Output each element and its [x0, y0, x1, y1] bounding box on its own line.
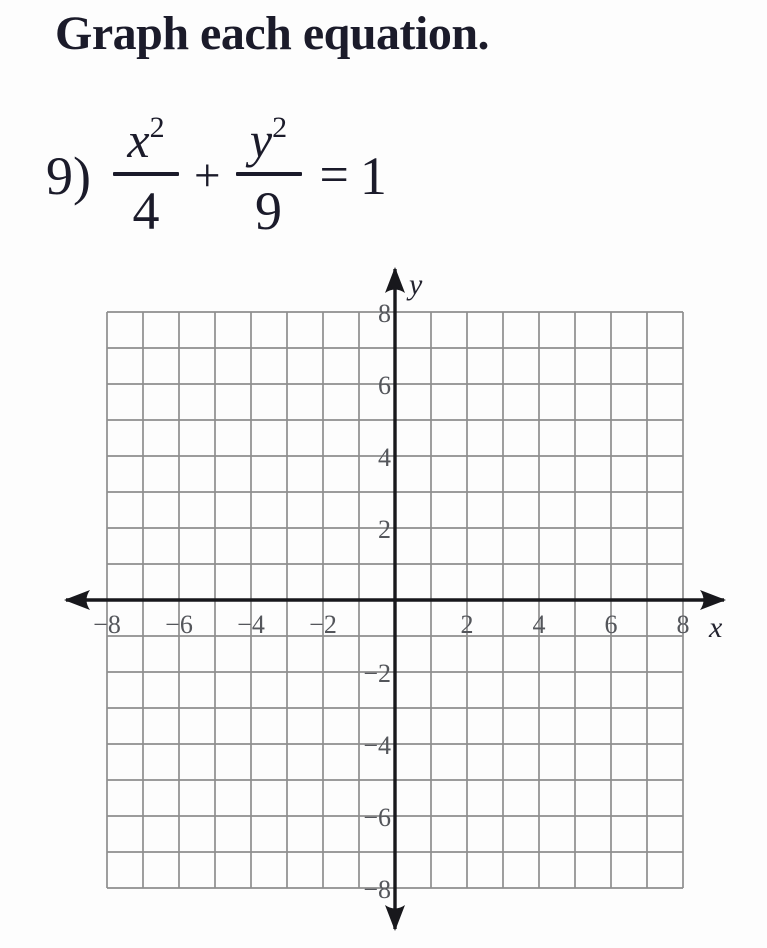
x-tick-label: −4 — [237, 610, 265, 639]
axes — [66, 269, 724, 929]
y-axis-letter: y — [409, 268, 423, 301]
problem-number: 9) — [46, 146, 91, 206]
axis-letters — [406, 268, 723, 644]
equation-right-side: 1 — [359, 146, 387, 206]
exponent: 2 — [149, 110, 165, 144]
y-tick-label: 2 — [378, 515, 391, 544]
y-tick-label: 8 — [378, 299, 391, 328]
grid-lines — [107, 312, 683, 888]
y-tick-label: −2 — [363, 659, 391, 688]
tick-labels — [93, 299, 689, 904]
variable-x: x — [127, 111, 150, 168]
fraction-x-squared-over-4 — [113, 110, 179, 241]
fraction-denominator: 4 — [132, 180, 160, 241]
x-tick-label: −6 — [165, 610, 193, 639]
fraction-numerator — [249, 110, 288, 172]
x-axis-arrowhead-left-icon — [64, 590, 90, 610]
y-axis-arrowhead-top-icon — [385, 267, 405, 293]
fraction-denominator: 9 — [255, 180, 282, 241]
x-tick-label: 4 — [532, 610, 546, 639]
x-axis-arrowhead-right-icon — [700, 590, 726, 610]
variable-y: y — [249, 111, 273, 168]
problem-item — [46, 100, 387, 252]
equals-sign: = — [319, 147, 349, 204]
y-tick-label: 4 — [378, 443, 391, 472]
x-tick-label: −2 — [309, 610, 337, 639]
plus-operator: + — [193, 149, 221, 202]
exponent: 2 — [272, 110, 288, 144]
instruction-heading: Graph each equation. — [55, 7, 490, 60]
fraction-numerator — [127, 110, 165, 172]
y-tick-label: 6 — [378, 371, 391, 400]
y-tick-label: −8 — [363, 875, 391, 904]
x-axis-letter: x — [709, 611, 723, 644]
y-tick-label: −6 — [363, 803, 391, 832]
x-tick-label: 2 — [460, 610, 474, 639]
fraction-y-squared-over-9 — [236, 110, 302, 241]
axis-arrowheads — [64, 267, 726, 931]
x-tick-label: 8 — [676, 610, 690, 639]
y-tick-label: −4 — [363, 731, 391, 760]
x-tick-label: −8 — [93, 610, 121, 639]
x-tick-label: 6 — [604, 610, 618, 639]
y-axis-arrowhead-bottom-icon — [385, 905, 405, 931]
